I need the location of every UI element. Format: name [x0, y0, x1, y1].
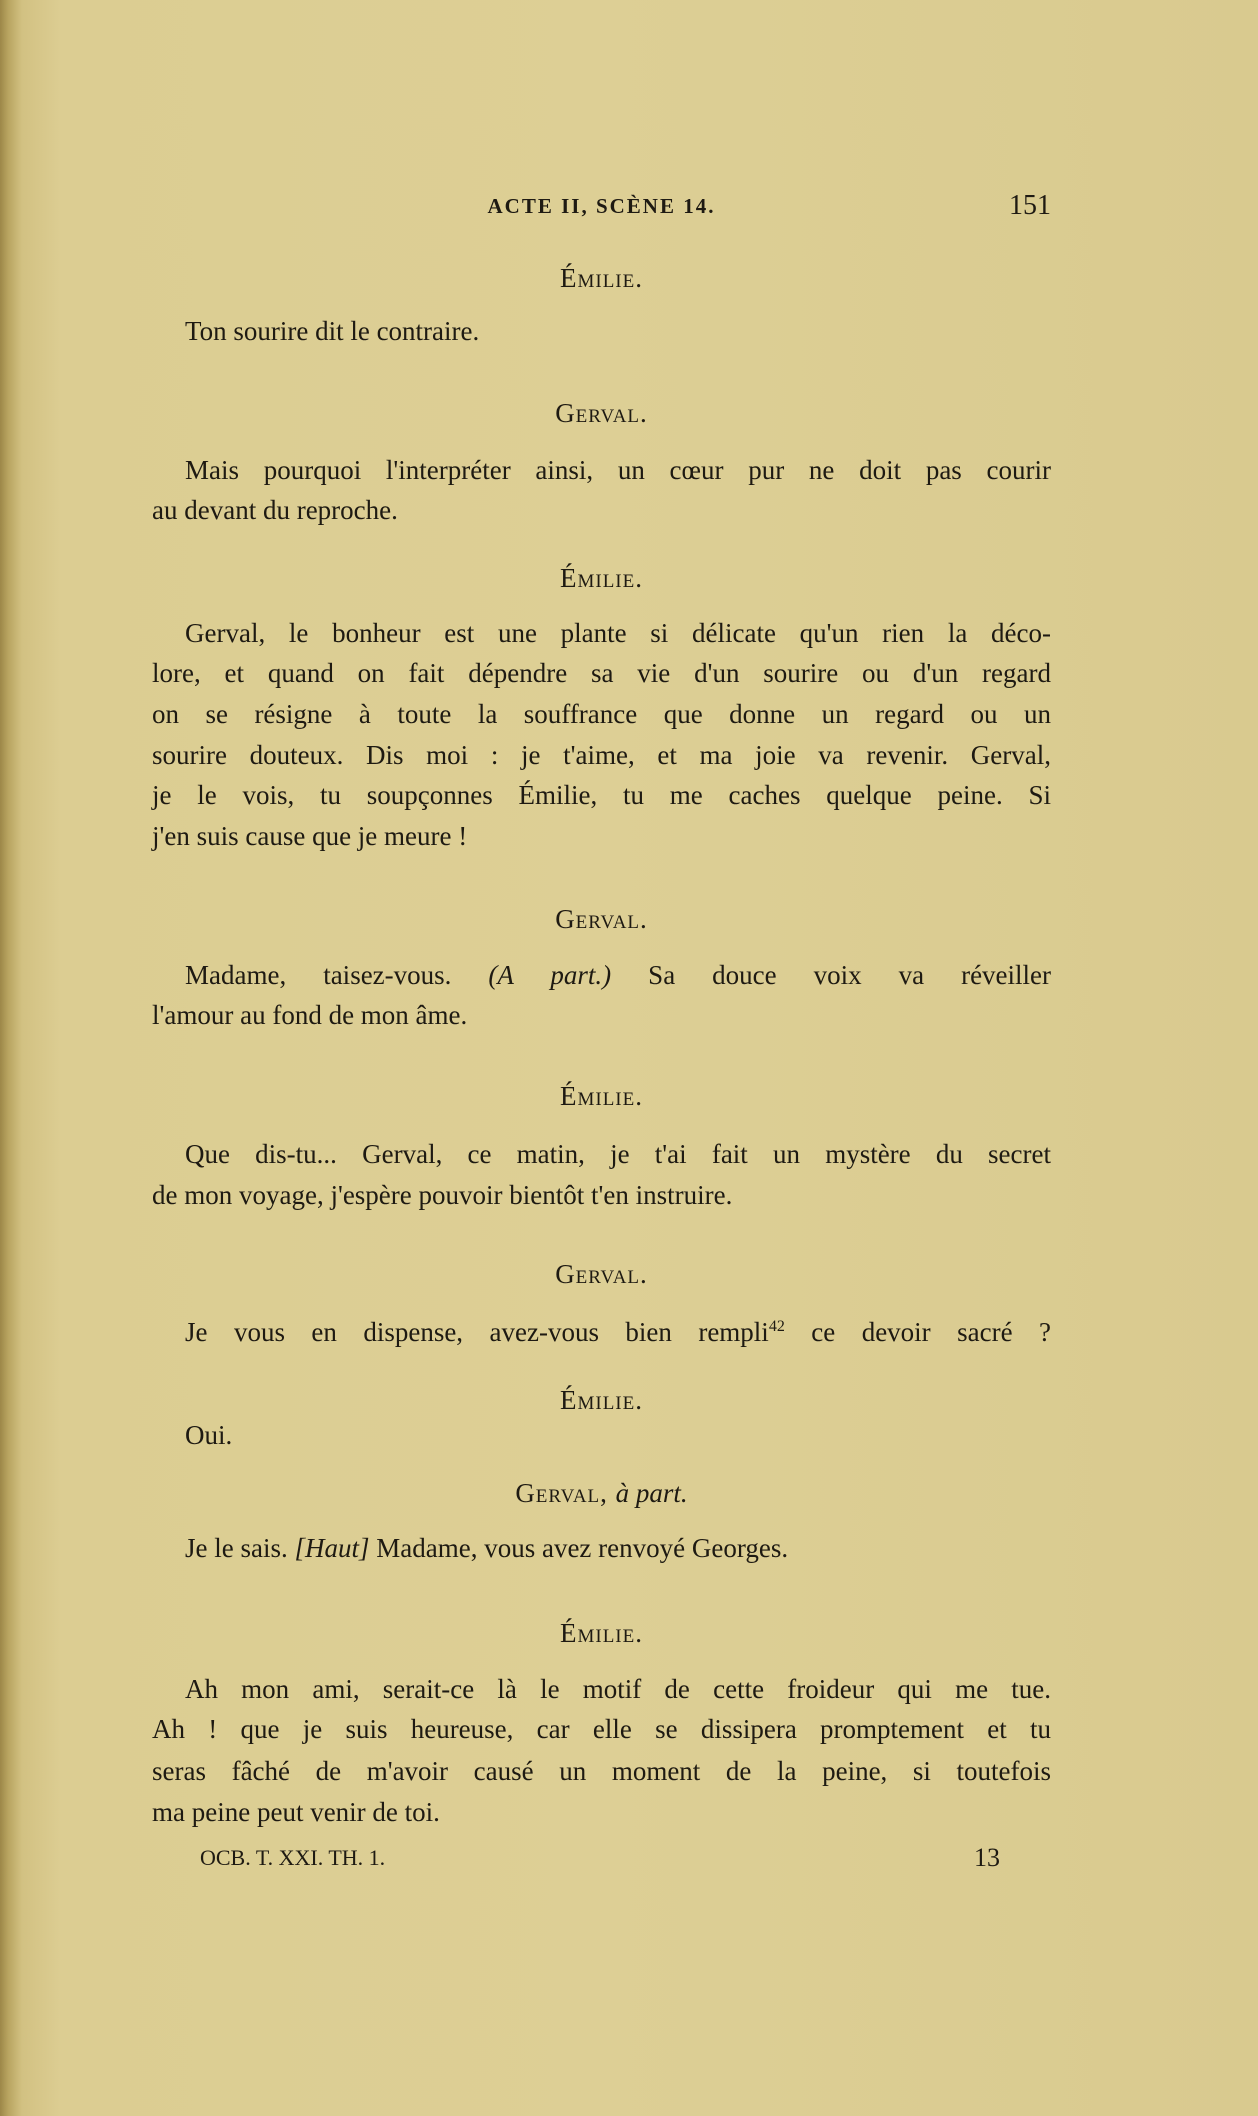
text-line: j'en suis cause que je meure ! [152, 821, 468, 851]
text: ce devoir sacré ? [811, 1317, 1052, 1347]
page-number: 151 [1009, 190, 1051, 221]
text-line: Gerval, le bonheur est une plante si délicate qu'un rien la déco- [185, 618, 1051, 648]
text-line: Mais pourquoi l'interpréter ainsi, un cœur pur ne doit pas courir [185, 455, 1051, 485]
text-line: je le vois, tu soupçonnes Émilie, tu me caches quelque peine. Si [152, 780, 1051, 810]
stage-direction: (A part.) [488, 960, 612, 990]
speaker: Gerval. [555, 398, 648, 428]
speaker: Gerval. [555, 1259, 648, 1289]
text-line: sourire douteux. Dis moi : je t'aime, et ma joie va revenir. Gerval, [152, 740, 1051, 770]
text: Madame, vous avez renvoyé Georges. [376, 1533, 789, 1563]
speaker: Émilie. [559, 263, 643, 293]
text-line: de mon voyage, j'espère pouvoir bientôt t'en instruire. [152, 1180, 733, 1210]
text: Sa douce voix va réveiller [648, 960, 1052, 990]
text-line: Ah ! que je suis heureuse, car elle se dissipera promptement et tu [152, 1714, 1051, 1744]
signature-mark: OCB. T. XXI. TH. 1. [200, 1845, 386, 1870]
text-line [152, 1528, 1051, 1568]
text-line: l'amour au fond de mon âme. [152, 1000, 468, 1030]
stage-direction: à part. [615, 1478, 688, 1508]
text-line: Oui. [185, 1420, 233, 1450]
footnote-ref: 42 [768, 1318, 785, 1335]
speaker-with-direction [152, 1473, 1051, 1513]
text-line: Que dis-tu... Gerval, ce matin, je t'ai fait un mystère du secret [185, 1139, 1051, 1169]
speaker: Gerval. [555, 904, 648, 934]
running-header [152, 186, 1051, 226]
speaker: Émilie. [559, 1081, 643, 1111]
text-line: Ah mon ami, serait-ce là le motif de cette froideur qui me tue. [185, 1674, 1051, 1704]
text-line: lore, et quand on fait dépendre sa vie d'un sourire ou d'un regard [152, 658, 1051, 688]
text-line: on se résigne à toute la souffrance que donne un regard ou un [152, 699, 1051, 729]
text-line: au devant du reproche. [152, 495, 398, 525]
text: Madame, taisez-vous. [185, 960, 452, 990]
page-footer [200, 1838, 1000, 1878]
speaker: Émilie. [559, 1385, 643, 1415]
text: Je le sais. [185, 1533, 288, 1563]
text-line: ma peine peut venir de toi. [152, 1797, 440, 1827]
header-title: ACTE II, SCÈNE 14. [487, 194, 716, 218]
speaker: Émilie. [559, 563, 643, 593]
text-line: Ton sourire dit le contraire. [185, 316, 480, 346]
stage-direction: [Haut] [294, 1533, 370, 1563]
text: Je vous en dispense, avez-vous bien rempli [185, 1317, 769, 1347]
speaker: Gerval, [515, 1478, 608, 1508]
speaker: Émilie. [559, 1618, 643, 1648]
text-line [152, 955, 1051, 995]
text-line [152, 1312, 1051, 1352]
sheet-number: 13 [974, 1843, 1000, 1872]
text-line: seras fâché de m'avoir causé un moment de la peine, si toutefois [152, 1756, 1051, 1786]
